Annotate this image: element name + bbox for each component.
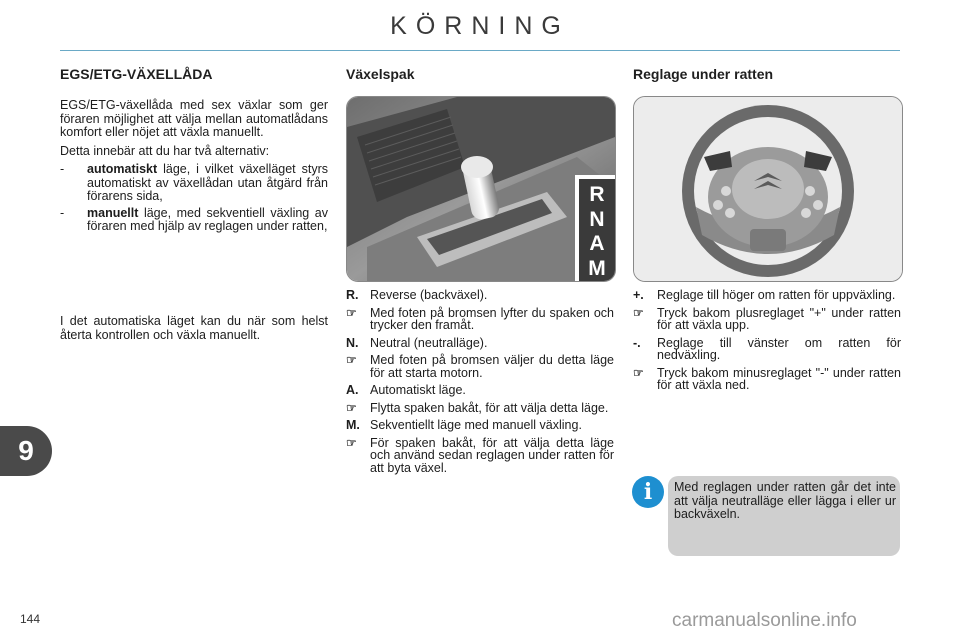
gear-lever-illustration [347,97,615,281]
alternatives-intro: Detta innebär att du har två alternativ: [60,143,270,158]
section-title-steering-controls: Reglage under ratten [633,66,774,82]
pointer-icon: ☞ [346,400,357,415]
section-title-gear-lever: Växelspak [346,66,415,82]
bullet-text: läge, med sekventiell växling av föraren med hjälp av reglagen under ratten, [87,205,328,233]
item-text: Sekventiellt läge med manuell växling. [370,418,582,432]
item-key: A. [346,383,359,397]
item-key: R. [346,288,359,302]
chapter-tab: 9 [0,426,52,476]
pointer-icon: ☞ [346,435,357,450]
steering-wheel-photo [633,96,903,282]
pointer-icon: ☞ [346,305,357,320]
header-divider [60,50,900,51]
closing-paragraph [60,315,328,347]
gear-gate-letters [583,183,611,281]
bullet-automatic [60,163,328,204]
bullet-marker: - [60,162,65,176]
closing-text: I det automatiska läget kan du när som helst återta kontrollen och växla manuellt. [60,314,328,342]
gate-letter-a: A [589,232,605,255]
item-text: Tryck bakom plusreglaget "+" under ratten för att växla upp. [657,305,901,332]
item-text: Reverse (backväxel). [370,288,488,302]
info-icon: i [632,476,664,508]
gate-letter-m: M [588,256,606,280]
page-number: 144 [20,612,41,626]
item-key: N. [346,335,359,350]
bullet-marker: - [60,205,65,220]
pointer-icon: ☞ [633,305,644,320]
item-text: Tryck bakom minusreglaget "-" under ratten för att växla ned. [657,365,901,392]
bullet-text: läge, i vilket växelläget styrs automatiskt av växellådan utan åtgärd från förarens sida, [87,162,328,203]
info-text: Med reglagen under ratten går det inte att välja neutralläge eller lägga i eller ur backväxeln. [674,480,896,521]
item-text: Reglage till vänster om ratten för nedväxling. [657,335,901,362]
item-text: Neutral (neutralläge). [370,335,488,350]
gear-lever-photo [346,96,616,282]
bullet-manual [60,207,328,234]
steering-wheel-illustration [634,97,902,281]
pointer-icon: ☞ [633,365,644,380]
bullet-keyword: automatiskt [87,162,158,176]
item-text: Reglage till höger om ratten för uppväxling. [657,288,896,302]
steering-controls-list [633,289,901,397]
gate-letter-n: N [589,207,605,231]
section-title-egs: EGS/ETG-VÄXELLÅDA [60,66,213,82]
item-text: För spaken bakåt, för att välja detta läge och använd sedan reglagen under ratten för att byta växel. [370,435,614,475]
item-text: Automatiskt läge. [370,383,466,397]
gate-letter-r: R [589,183,605,206]
page-title: KÖRNING [390,12,570,40]
item-key: M. [346,418,360,432]
gear-lever-list [346,289,614,479]
item-key: -. [633,335,641,350]
bullet-keyword: manuellt [87,205,139,220]
watermark: carmanualsonline.info [672,610,857,631]
item-key: +. [633,288,644,302]
left-column-text [60,99,328,237]
item-text: Med foten på bromsen väljer du detta läge för att starta motorn. [370,353,614,380]
intro-paragraph: EGS/ETG-växellåda med sex växlar som ger föraren möjlighet att välja mellan automatlådans komfort eller nöjet att växla manuellt. [60,98,328,139]
item-text: Med foten på bromsen lyfter du spaken och trycker den framåt. [370,305,614,332]
pointer-icon: ☞ [346,353,357,367]
item-text: Flytta spaken bakåt, för att välja detta läge. [370,400,609,415]
